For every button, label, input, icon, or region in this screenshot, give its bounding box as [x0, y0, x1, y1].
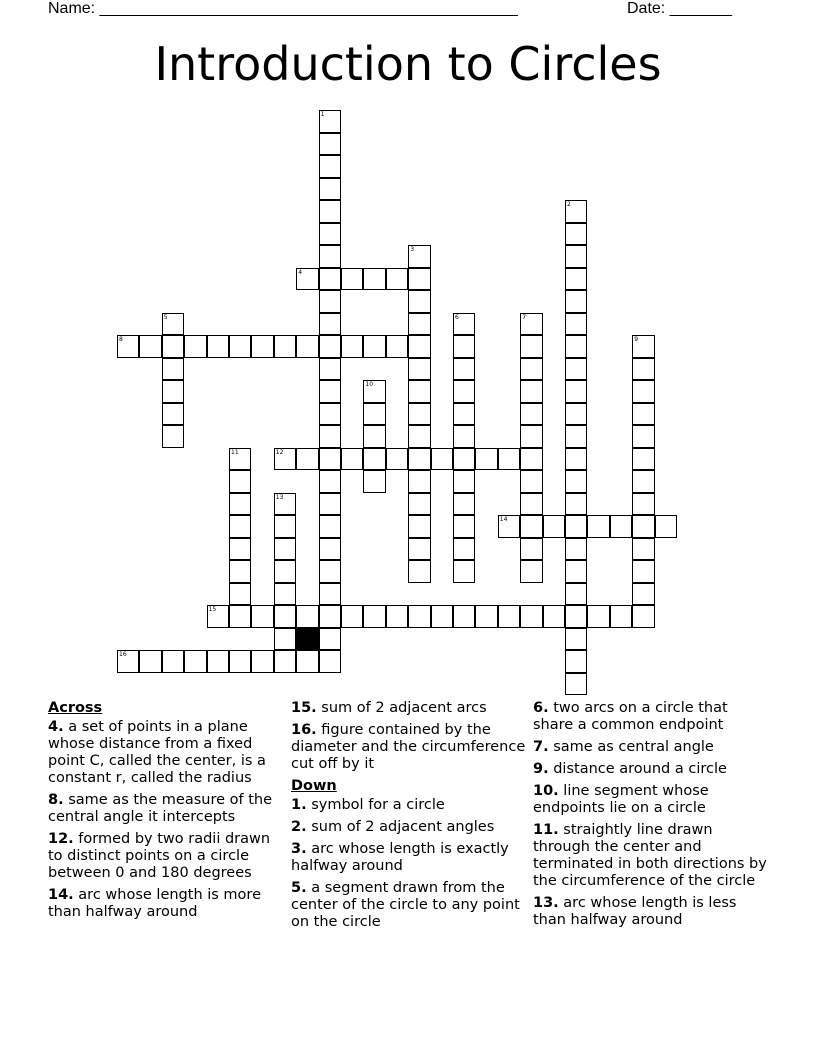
clue-number: 16: [119, 651, 127, 658]
grid-cell[interactable]: [162, 650, 184, 673]
grid-cell[interactable]: [229, 470, 251, 493]
grid-cell[interactable]: [274, 605, 296, 628]
grid-cell[interactable]: [565, 403, 587, 426]
grid-cell[interactable]: [632, 425, 654, 448]
grid-cell[interactable]: [520, 335, 542, 358]
grid-cell[interactable]: [453, 403, 475, 426]
grid-cell[interactable]: [632, 470, 654, 493]
grid-block: [296, 628, 318, 651]
clue-number: 14: [499, 516, 508, 523]
clue-number: 10: [365, 381, 374, 388]
grid-cell[interactable]: [319, 425, 341, 448]
grid-cell[interactable]: [319, 155, 341, 178]
grid-cell[interactable]: [386, 335, 408, 358]
grid-cell[interactable]: [431, 605, 453, 628]
clue-number: 5: [163, 313, 168, 321]
clue-across-16: 16. figure contained by the diameter and the circumference cut off by it: [291, 722, 526, 772]
grid-cell[interactable]: [319, 313, 341, 336]
grid-cell[interactable]: [565, 560, 587, 583]
grid-cell[interactable]: [386, 268, 408, 291]
grid-cell[interactable]: [632, 358, 654, 381]
grid-cell[interactable]: [632, 335, 654, 358]
grid-cell[interactable]: [386, 605, 408, 628]
grid-cell[interactable]: [408, 335, 430, 358]
clue-down-3: 3. arc whose length is exactly halfway around: [291, 841, 509, 874]
grid-cell[interactable]: [274, 650, 296, 673]
clue-number: 9: [634, 336, 639, 343]
grid-cell[interactable]: [296, 335, 318, 358]
grid-cell[interactable]: [274, 628, 296, 651]
grid-cell[interactable]: [363, 470, 385, 493]
clue-number: 6: [455, 313, 459, 321]
grid-cell[interactable]: [229, 493, 251, 516]
grid-cell[interactable]: [520, 538, 542, 561]
grid-cell[interactable]: [274, 335, 296, 358]
grid-cell[interactable]: [363, 403, 385, 426]
grid-cell[interactable]: [453, 605, 475, 628]
grid-cell[interactable]: [520, 313, 542, 336]
grid-cell[interactable]: [610, 515, 632, 538]
grid-cell[interactable]: [565, 245, 587, 268]
grid-cell[interactable]: [565, 200, 587, 223]
clue-across-4: 4. a set of points in a plane whose distance from a fixed point C, called the center, is a constant r, called the radius: [48, 719, 266, 786]
grid-cell[interactable]: [319, 560, 341, 583]
grid-cell[interactable]: [363, 268, 385, 291]
grid-cell[interactable]: [565, 628, 587, 651]
grid-cell[interactable]: [453, 425, 475, 448]
clue-number: 8: [119, 336, 123, 343]
grid-cell[interactable]: [408, 448, 430, 471]
clue-down-11: 11. straightly line drawn through the center and terminated in both directions by the circumference of the circle: [533, 822, 767, 889]
grid-cell[interactable]: [498, 605, 520, 628]
grid-cell[interactable]: [565, 583, 587, 606]
grid-cell[interactable]: [543, 515, 565, 538]
grid-cell[interactable]: [408, 245, 430, 268]
grid-cell[interactable]: [319, 358, 341, 381]
grid-cell[interactable]: [184, 650, 206, 673]
grid-cell[interactable]: [229, 538, 251, 561]
grid-cell[interactable]: [632, 515, 654, 538]
grid-cell[interactable]: [184, 335, 206, 358]
grid-cell[interactable]: [632, 403, 654, 426]
grid-cell[interactable]: [565, 470, 587, 493]
grid-cell[interactable]: [117, 650, 139, 673]
grid-cell[interactable]: [587, 515, 609, 538]
name-field-label[interactable]: Name: _______________________________________________: [48, 0, 518, 17]
clues-column-3: [533, 700, 769, 934]
clue-down-9: 9. distance around a circle: [533, 761, 727, 777]
grid-cell[interactable]: [475, 448, 497, 471]
grid-cell[interactable]: [207, 335, 229, 358]
grid-cell[interactable]: [341, 448, 363, 471]
clue-down-5: 5. a segment drawn from the center of the circle to any point on the circle: [291, 880, 520, 930]
grid-cell[interactable]: [319, 245, 341, 268]
grid-cell[interactable]: [632, 448, 654, 471]
grid-cell[interactable]: [453, 515, 475, 538]
grid-cell[interactable]: [453, 470, 475, 493]
grid-cell[interactable]: [408, 403, 430, 426]
grid-cell[interactable]: [520, 380, 542, 403]
grid-cell[interactable]: [565, 313, 587, 336]
grid-cell[interactable]: [632, 493, 654, 516]
grid-cell[interactable]: [319, 200, 341, 223]
grid-cell[interactable]: [632, 583, 654, 606]
grid-cell[interactable]: [162, 425, 184, 448]
grid-cell[interactable]: [632, 380, 654, 403]
grid-cell[interactable]: [565, 358, 587, 381]
grid-cell[interactable]: [139, 650, 161, 673]
grid-cell[interactable]: [453, 493, 475, 516]
grid-cell[interactable]: [610, 605, 632, 628]
grid-cell[interactable]: [363, 425, 385, 448]
page-title: Introduction to Circles: [154, 37, 662, 91]
grid-cell[interactable]: [341, 268, 363, 291]
grid-cell[interactable]: [319, 470, 341, 493]
grid-cell[interactable]: [229, 583, 251, 606]
grid-cell[interactable]: [520, 560, 542, 583]
grid-cell[interactable]: [319, 650, 341, 673]
grid-cell[interactable]: [363, 335, 385, 358]
clue-number: 12: [275, 448, 284, 456]
grid-cell[interactable]: [341, 335, 363, 358]
grid-cell[interactable]: [229, 650, 251, 673]
grid-cell[interactable]: [565, 448, 587, 471]
grid-cell[interactable]: [139, 335, 161, 358]
grid-cell[interactable]: [565, 650, 587, 673]
clue-down-13: 13. arc whose length is less than halfway around: [533, 895, 737, 928]
grid-cell[interactable]: [319, 178, 341, 201]
grid-cell[interactable]: [319, 133, 341, 156]
grid-cell[interactable]: [341, 605, 363, 628]
grid-cell[interactable]: [296, 268, 318, 291]
grid-cell[interactable]: [453, 380, 475, 403]
grid-cell[interactable]: [319, 290, 341, 313]
grid-cell[interactable]: [274, 448, 296, 471]
grid-cell[interactable]: [408, 268, 430, 291]
grid-cell[interactable]: [565, 425, 587, 448]
clue-number: 3: [410, 246, 415, 253]
grid-cell[interactable]: [162, 380, 184, 403]
grid-cell[interactable]: [274, 493, 296, 516]
grid-cell[interactable]: [408, 470, 430, 493]
grid-cell[interactable]: [319, 515, 341, 538]
clue-across-15: 15. sum of 2 adjacent arcs: [291, 700, 487, 716]
grid-cell[interactable]: [319, 403, 341, 426]
grid-cell[interactable]: [363, 448, 385, 471]
across-heading: Across: [48, 700, 103, 716]
grid-cell[interactable]: [565, 538, 587, 561]
clue-across-12: 12. formed by two radii drawn to distinct points on a circle between 0 and 180 degrees: [48, 831, 271, 881]
grid-cell[interactable]: [274, 538, 296, 561]
grid-cell[interactable]: [408, 380, 430, 403]
grid-cell[interactable]: [453, 358, 475, 381]
grid-cell[interactable]: [229, 335, 251, 358]
grid-cell[interactable]: [162, 313, 184, 336]
grid-cell[interactable]: [408, 425, 430, 448]
grid-cell[interactable]: [565, 290, 587, 313]
grid-cell[interactable]: [229, 515, 251, 538]
grid-cell[interactable]: [408, 515, 430, 538]
clue-down-7: 7. same as central angle: [533, 739, 714, 755]
grid-cell[interactable]: [408, 493, 430, 516]
grid-cell[interactable]: [520, 358, 542, 381]
grid-cell[interactable]: [565, 515, 587, 538]
grid-cell[interactable]: [565, 380, 587, 403]
grid-cell[interactable]: [296, 650, 318, 673]
grid-cell[interactable]: [274, 515, 296, 538]
grid-cell[interactable]: [475, 605, 497, 628]
grid-cell[interactable]: [565, 493, 587, 516]
clue-down-1: 1. symbol for a circle: [291, 797, 445, 813]
grid-cell[interactable]: [319, 493, 341, 516]
grid-cell[interactable]: [319, 380, 341, 403]
grid-cell[interactable]: [296, 448, 318, 471]
clue-across-14: 14. arc whose length is more than halfway around: [48, 887, 261, 920]
grid-cell[interactable]: [408, 560, 430, 583]
grid-cell[interactable]: [274, 583, 296, 606]
grid-cell[interactable]: [319, 448, 341, 471]
clues-column-2: [291, 700, 527, 936]
grid-cell[interactable]: [520, 493, 542, 516]
grid-cell[interactable]: [319, 335, 341, 358]
grid-cell[interactable]: [162, 403, 184, 426]
grid-cell[interactable]: [431, 448, 453, 471]
grid-cell[interactable]: [162, 335, 184, 358]
grid-cell[interactable]: [251, 650, 273, 673]
grid-cell[interactable]: [363, 380, 385, 403]
clue-down-2: 2. sum of 2 adjacent angles: [291, 819, 495, 835]
clue-down-6: 6. two arcs on a circle that share a common endpoint: [533, 700, 728, 733]
grid-cell[interactable]: [632, 538, 654, 561]
grid-cell[interactable]: [520, 470, 542, 493]
grid-cell[interactable]: [229, 605, 251, 628]
grid-cell[interactable]: [520, 425, 542, 448]
grid-cell[interactable]: [229, 560, 251, 583]
grid-cell[interactable]: [319, 110, 341, 133]
grid-cell[interactable]: [565, 673, 587, 696]
grid-cell[interactable]: [274, 560, 296, 583]
clue-number: 2: [567, 201, 571, 208]
grid-cell[interactable]: [520, 515, 542, 538]
grid-cell[interactable]: [453, 313, 475, 336]
down-heading: Down: [291, 778, 337, 794]
grid-cell[interactable]: [386, 448, 408, 471]
grid-cell[interactable]: [319, 268, 341, 291]
grid-cell[interactable]: [363, 605, 385, 628]
clue-number: 4: [298, 268, 303, 276]
grid-cell[interactable]: [408, 605, 430, 628]
grid-cell[interactable]: [565, 605, 587, 628]
clue-number: 7: [522, 313, 527, 321]
date-field-label[interactable]: Date: _______: [627, 0, 732, 17]
clue-number: 15: [208, 606, 217, 613]
clue-number: 1: [320, 111, 325, 118]
grid-cell[interactable]: [207, 650, 229, 673]
grid-cell[interactable]: [632, 605, 654, 628]
clue-number: 13: [275, 493, 284, 501]
grid-cell[interactable]: [296, 605, 318, 628]
grid-cell[interactable]: [587, 605, 609, 628]
grid-cell[interactable]: [162, 358, 184, 381]
clue-down-10: 10. line segment whose endpoints lie on a circle: [533, 783, 709, 816]
grid-cell[interactable]: [632, 560, 654, 583]
grid-cell[interactable]: [498, 515, 520, 538]
grid-cell[interactable]: [117, 335, 139, 358]
grid-cell[interactable]: [319, 628, 341, 651]
grid-cell[interactable]: [453, 538, 475, 561]
grid-cell[interactable]: [520, 605, 542, 628]
grid-cell[interactable]: [319, 605, 341, 628]
grid-cell[interactable]: [565, 335, 587, 358]
grid-cell[interactable]: [520, 403, 542, 426]
grid-cell[interactable]: [251, 605, 273, 628]
grid-cell[interactable]: [453, 335, 475, 358]
clues-column-1: [48, 700, 284, 926]
grid-cell[interactable]: [565, 223, 587, 246]
grid-cell[interactable]: [408, 358, 430, 381]
grid-cell[interactable]: [251, 335, 273, 358]
grid-cell[interactable]: [655, 515, 677, 538]
grid-cell[interactable]: [319, 538, 341, 561]
grid-cell[interactable]: [229, 448, 251, 471]
grid-cell[interactable]: [408, 290, 430, 313]
grid-cell[interactable]: [408, 313, 430, 336]
clue-number: 11: [231, 448, 239, 456]
grid-cell[interactable]: [520, 448, 542, 471]
grid-cell[interactable]: [498, 448, 520, 471]
grid-cell[interactable]: [207, 605, 229, 628]
grid-cell[interactable]: [319, 223, 341, 246]
grid-cell[interactable]: [565, 268, 587, 291]
grid-cell[interactable]: [408, 538, 430, 561]
clue-across-8: 8. same as the measure of the central angle it intercepts: [48, 792, 272, 825]
grid-cell[interactable]: [453, 560, 475, 583]
grid-cell[interactable]: [543, 605, 565, 628]
grid-cell[interactable]: [319, 583, 341, 606]
grid-cell[interactable]: [453, 448, 475, 471]
